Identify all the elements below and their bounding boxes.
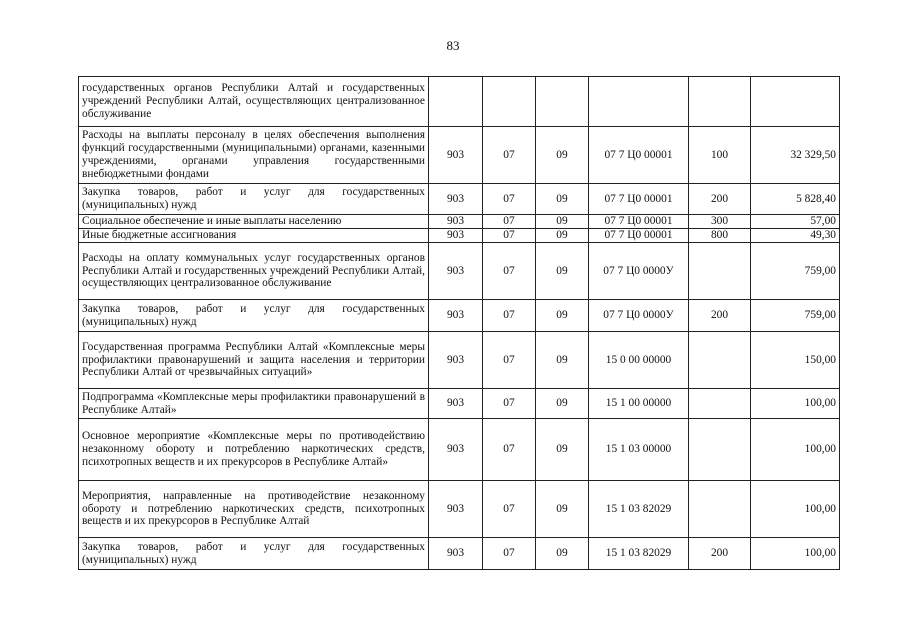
row-name: Подпрограмма «Комплексные меры профилактики правонарушений в Республике Алтай» <box>79 389 429 419</box>
cell-ministry: 903 <box>429 184 483 215</box>
cell-ministry: 903 <box>429 300 483 332</box>
cell-section: 07 <box>483 243 536 300</box>
cell-amount: 57,00 <box>751 215 840 229</box>
cell-section: 07 <box>483 229 536 243</box>
cell-ministry <box>429 77 483 127</box>
table-row <box>79 229 840 243</box>
cell-expense-kind <box>689 332 751 389</box>
budget-table <box>78 76 840 570</box>
table-row <box>79 300 840 332</box>
cell-target-article: 07 7 Ц0 00001 <box>589 184 689 215</box>
cell-ministry: 903 <box>429 243 483 300</box>
cell-amount: 5 828,40 <box>751 184 840 215</box>
cell-expense-kind <box>689 389 751 419</box>
cell-target-article: 15 1 03 82029 <box>589 538 689 570</box>
cell-section: 07 <box>483 419 536 481</box>
row-name: Закупка товаров, работ и услуг для государственных (муниципальных) нужд <box>79 300 429 332</box>
cell-target-article <box>589 77 689 127</box>
table-row <box>79 184 840 215</box>
cell-ministry: 903 <box>429 481 483 538</box>
cell-expense-kind <box>689 243 751 300</box>
table-row <box>79 538 840 570</box>
cell-amount: 100,00 <box>751 419 840 481</box>
cell-section: 07 <box>483 300 536 332</box>
cell-expense-kind: 100 <box>689 127 751 184</box>
cell-amount: 100,00 <box>751 389 840 419</box>
cell-target-article: 07 7 Ц0 00001 <box>589 229 689 243</box>
cell-amount: 759,00 <box>751 300 840 332</box>
row-name: Иные бюджетные ассигнования <box>79 229 429 243</box>
cell-subsection: 09 <box>536 332 589 389</box>
table-row <box>79 215 840 229</box>
table-row <box>79 481 840 538</box>
table-row <box>79 77 840 127</box>
row-name: Социальное обеспечение и иные выплаты населению <box>79 215 429 229</box>
cell-section: 07 <box>483 538 536 570</box>
table-row <box>79 127 840 184</box>
cell-amount: 49,30 <box>751 229 840 243</box>
cell-subsection: 09 <box>536 215 589 229</box>
cell-expense-kind: 200 <box>689 184 751 215</box>
table-row <box>79 243 840 300</box>
cell-section: 07 <box>483 389 536 419</box>
cell-amount: 759,00 <box>751 243 840 300</box>
cell-expense-kind <box>689 481 751 538</box>
row-name: Закупка товаров, работ и услуг для государственных (муниципальных) нужд <box>79 184 429 215</box>
cell-amount: 32 329,50 <box>751 127 840 184</box>
cell-amount: 150,00 <box>751 332 840 389</box>
cell-subsection: 09 <box>536 419 589 481</box>
cell-subsection: 09 <box>536 243 589 300</box>
row-name: Основное мероприятие «Комплексные меры по противодействию незаконному обороту и потреблению наркотических средств, психотропных веществ и их прекурсоров в Республике Алтай» <box>79 419 429 481</box>
cell-ministry: 903 <box>429 127 483 184</box>
cell-target-article: 15 1 03 82029 <box>589 481 689 538</box>
cell-expense-kind: 200 <box>689 300 751 332</box>
cell-target-article: 07 7 Ц0 0000У <box>589 300 689 332</box>
cell-section: 07 <box>483 215 536 229</box>
table-row <box>79 389 840 419</box>
cell-target-article: 07 7 Ц0 00001 <box>589 215 689 229</box>
cell-amount: 100,00 <box>751 538 840 570</box>
cell-subsection: 09 <box>536 481 589 538</box>
row-name: Расходы на выплаты персоналу в целях обеспечения выполнения функций государственными (муниципальными) органами, казенными учреждениями, органами управления государственными внебюджетными фондами <box>79 127 429 184</box>
cell-target-article: 07 7 Ц0 0000У <box>589 243 689 300</box>
cell-expense-kind <box>689 419 751 481</box>
cell-subsection: 09 <box>536 389 589 419</box>
cell-ministry: 903 <box>429 215 483 229</box>
table-row <box>79 332 840 389</box>
cell-expense-kind: 200 <box>689 538 751 570</box>
cell-subsection: 09 <box>536 300 589 332</box>
cell-section: 07 <box>483 332 536 389</box>
row-name: Государственная программа Республики Алтай «Комплексные меры профилактики правонарушений и защита населения и территории Республики Алтай от чрезвычайных ситуаций» <box>79 332 429 389</box>
row-name: Закупка товаров, работ и услуг для государственных (муниципальных) нужд <box>79 538 429 570</box>
cell-target-article: 15 1 03 00000 <box>589 419 689 481</box>
cell-ministry: 903 <box>429 389 483 419</box>
cell-subsection <box>536 77 589 127</box>
cell-ministry: 903 <box>429 538 483 570</box>
cell-target-article: 15 1 00 00000 <box>589 389 689 419</box>
cell-section: 07 <box>483 127 536 184</box>
cell-expense-kind <box>689 77 751 127</box>
cell-ministry: 903 <box>429 229 483 243</box>
cell-expense-kind: 800 <box>689 229 751 243</box>
page-number: 83 <box>446 38 460 53</box>
cell-section: 07 <box>483 184 536 215</box>
cell-subsection: 09 <box>536 184 589 215</box>
cell-target-article: 15 0 00 00000 <box>589 332 689 389</box>
cell-target-article: 07 7 Ц0 00001 <box>589 127 689 184</box>
cell-ministry: 903 <box>429 419 483 481</box>
table-body <box>79 77 840 570</box>
row-name: Мероприятия, направленные на противодействие незаконному обороту и потреблению наркотических средств, психотропных веществ и их прекурсоров в Республике Алтай <box>79 481 429 538</box>
cell-subsection: 09 <box>536 229 589 243</box>
cell-ministry: 903 <box>429 332 483 389</box>
cell-subsection: 09 <box>536 127 589 184</box>
cell-subsection: 09 <box>536 538 589 570</box>
cell-expense-kind: 300 <box>689 215 751 229</box>
cell-amount: 100,00 <box>751 481 840 538</box>
cell-section: 07 <box>483 481 536 538</box>
cell-amount <box>751 77 840 127</box>
row-name: государственных органов Республики Алтай и государственных учреждений Республики Алтай, осуществляющих централизованное обслуживание <box>79 77 429 127</box>
row-name: Расходы на оплату коммунальных услуг государственных органов Республики Алтай и государственных учреждений Республики Алтай, осуществляющих централизованное обслуживание <box>79 243 429 300</box>
cell-section <box>483 77 536 127</box>
table-row <box>79 419 840 481</box>
